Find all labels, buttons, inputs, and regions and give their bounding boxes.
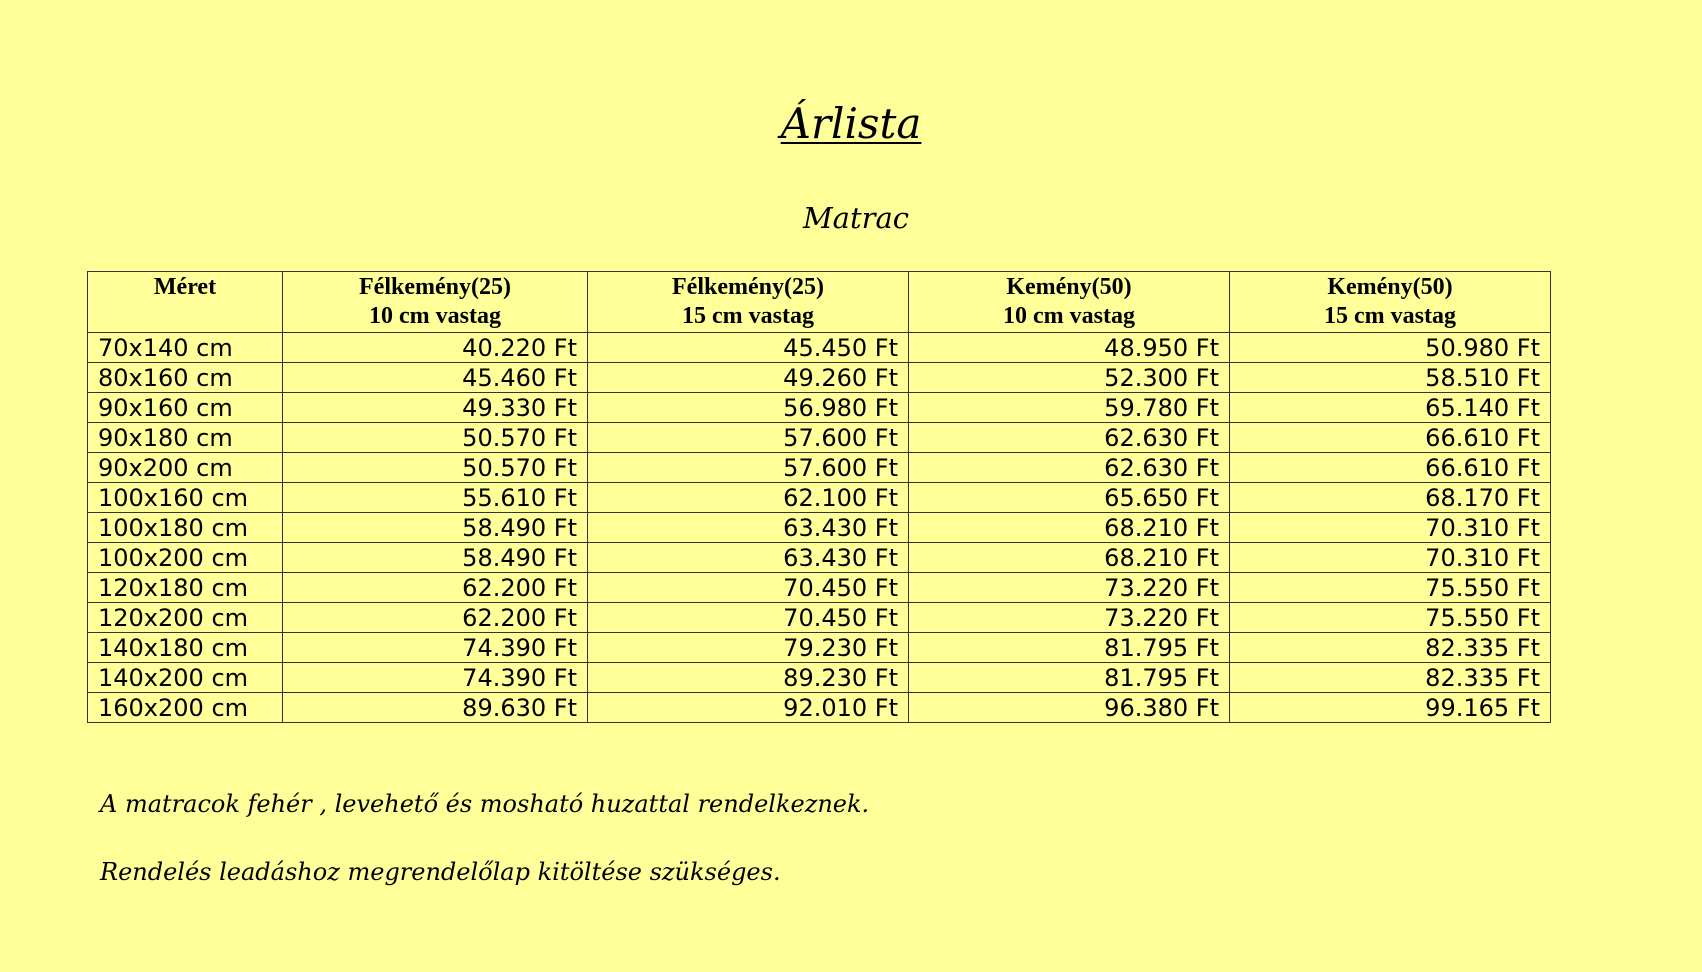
price-cell: 79.230 Ft <box>588 633 909 663</box>
price-cell: 62.630 Ft <box>909 423 1230 453</box>
table-row <box>88 393 1551 423</box>
price-cell: 70.310 Ft <box>1230 513 1551 543</box>
size-cell: 90x180 cm <box>88 423 283 453</box>
size-cell: 90x200 cm <box>88 453 283 483</box>
price-cell: 57.600 Ft <box>588 423 909 453</box>
table-header-row <box>88 272 1551 333</box>
price-cell: 73.220 Ft <box>909 603 1230 633</box>
note-cover: A matracok fehér , levehető és mosható huzattal rendelkeznek. <box>100 790 870 818</box>
header-label: Félkemény(25) <box>359 274 511 300</box>
size-cell: 120x180 cm <box>88 573 283 603</box>
size-cell: 90x160 cm <box>88 393 283 423</box>
price-cell: 70.450 Ft <box>588 573 909 603</box>
header-label: Kemény(50) <box>1006 274 1132 300</box>
price-cell: 57.600 Ft <box>588 453 909 483</box>
price-cell: 68.210 Ft <box>909 543 1230 573</box>
header-sublabel: 10 cm vastag <box>1003 303 1135 329</box>
price-cell: 82.335 Ft <box>1230 633 1551 663</box>
header-label: Kemény(50) <box>1327 274 1453 300</box>
price-cell: 62.630 Ft <box>909 453 1230 483</box>
price-cell: 92.010 Ft <box>588 693 909 723</box>
size-cell: 100x180 cm <box>88 513 283 543</box>
header-label: Méret <box>153 274 217 300</box>
price-cell: 70.310 Ft <box>1230 543 1551 573</box>
price-cell: 50.980 Ft <box>1230 333 1551 363</box>
table-body <box>88 333 1551 723</box>
table-row <box>88 423 1551 453</box>
table-row <box>88 633 1551 663</box>
price-cell: 70.450 Ft <box>588 603 909 633</box>
price-cell: 56.980 Ft <box>588 393 909 423</box>
size-cell: 140x180 cm <box>88 633 283 663</box>
table-row <box>88 693 1551 723</box>
size-cell: 160x200 cm <box>88 693 283 723</box>
price-cell: 81.795 Ft <box>909 663 1230 693</box>
price-cell: 63.430 Ft <box>588 543 909 573</box>
price-cell: 99.165 Ft <box>1230 693 1551 723</box>
price-cell: 65.140 Ft <box>1230 393 1551 423</box>
price-cell: 45.450 Ft <box>588 333 909 363</box>
price-cell: 62.200 Ft <box>283 603 588 633</box>
header-semi-firm-15cm <box>588 272 909 333</box>
size-cell: 100x160 cm <box>88 483 283 513</box>
size-cell: 100x200 cm <box>88 543 283 573</box>
price-cell: 59.780 Ft <box>909 393 1230 423</box>
price-cell: 45.460 Ft <box>283 363 588 393</box>
price-cell: 58.510 Ft <box>1230 363 1551 393</box>
header-firm-10cm <box>909 272 1230 333</box>
table-row <box>88 513 1551 543</box>
header-size <box>88 272 283 333</box>
price-cell: 75.550 Ft <box>1230 573 1551 603</box>
price-cell: 49.330 Ft <box>283 393 588 423</box>
table-row <box>88 363 1551 393</box>
price-cell: 75.550 Ft <box>1230 603 1551 633</box>
table-row <box>88 603 1551 633</box>
price-cell: 55.610 Ft <box>283 483 588 513</box>
page-title: Árlista <box>780 99 922 148</box>
price-cell: 73.220 Ft <box>909 573 1230 603</box>
size-cell: 80x160 cm <box>88 363 283 393</box>
price-cell: 65.650 Ft <box>909 483 1230 513</box>
table-row <box>88 333 1551 363</box>
price-cell: 40.220 Ft <box>283 333 588 363</box>
header-semi-firm-10cm <box>283 272 588 333</box>
table-row <box>88 453 1551 483</box>
price-cell: 82.335 Ft <box>1230 663 1551 693</box>
table-row <box>88 483 1551 513</box>
price-cell: 52.300 Ft <box>909 363 1230 393</box>
note-order-form: Rendelés leadáshoz megrendelőlap kitöltése szükséges. <box>100 858 781 886</box>
price-cell: 48.950 Ft <box>909 333 1230 363</box>
price-cell: 50.570 Ft <box>283 453 588 483</box>
price-cell: 62.200 Ft <box>283 573 588 603</box>
size-cell: 120x200 cm <box>88 603 283 633</box>
page-subtitle: Matrac <box>802 201 910 235</box>
header-sublabel: 15 cm vastag <box>1324 303 1456 329</box>
price-cell: 49.260 Ft <box>588 363 909 393</box>
header-sublabel: 15 cm vastag <box>682 303 814 329</box>
table-row <box>88 573 1551 603</box>
price-cell: 58.490 Ft <box>283 543 588 573</box>
table-row <box>88 543 1551 573</box>
header-sublabel: 10 cm vastag <box>369 303 501 329</box>
price-cell: 89.630 Ft <box>283 693 588 723</box>
price-cell: 74.390 Ft <box>283 663 588 693</box>
size-cell: 140x200 cm <box>88 663 283 693</box>
price-cell: 81.795 Ft <box>909 633 1230 663</box>
header-label: Félkemény(25) <box>672 274 824 300</box>
price-table <box>87 271 1551 723</box>
price-cell: 62.100 Ft <box>588 483 909 513</box>
price-cell: 96.380 Ft <box>909 693 1230 723</box>
price-cell: 89.230 Ft <box>588 663 909 693</box>
header-firm-15cm <box>1230 272 1551 333</box>
price-cell: 68.210 Ft <box>909 513 1230 543</box>
price-cell: 50.570 Ft <box>283 423 588 453</box>
price-cell: 63.430 Ft <box>588 513 909 543</box>
price-cell: 74.390 Ft <box>283 633 588 663</box>
table-row <box>88 663 1551 693</box>
price-cell: 66.610 Ft <box>1230 423 1551 453</box>
price-cell: 58.490 Ft <box>283 513 588 543</box>
price-cell: 68.170 Ft <box>1230 483 1551 513</box>
size-cell: 70x140 cm <box>88 333 283 363</box>
price-cell: 66.610 Ft <box>1230 453 1551 483</box>
